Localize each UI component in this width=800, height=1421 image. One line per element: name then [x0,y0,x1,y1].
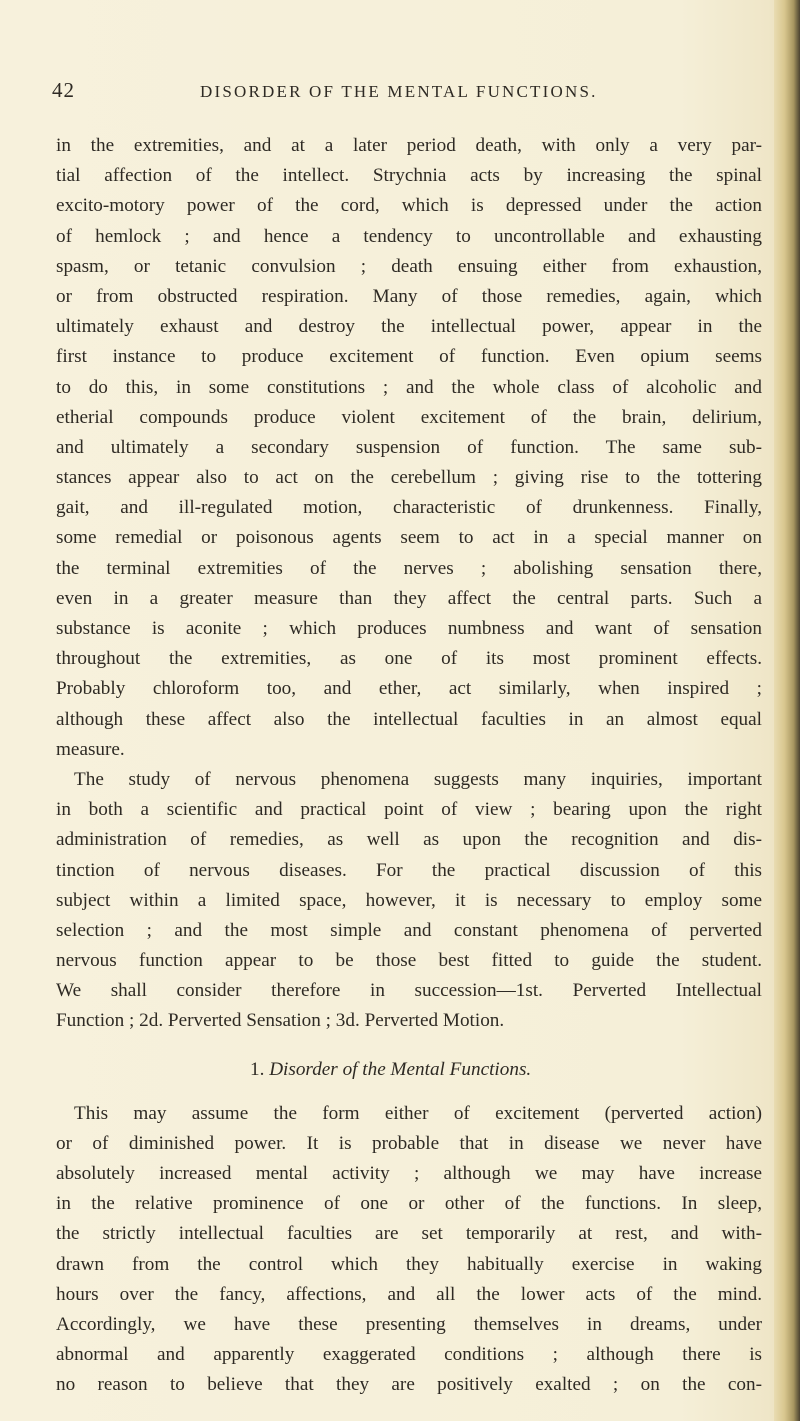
text-line: selection ; and the most simple and constant phenomena of perverted [56,919,762,941]
text-line: etherial compounds produce violent excitement of the brain, delirium, [56,406,762,428]
text-line: to do this, in some constitutions ; and the whole class of alcoholic and [56,376,762,398]
text-line: subject within a limited space, however, it is necessary to employ some [56,889,762,911]
text-line: and ultimately a secondary suspension of function. The same sub- [56,436,762,458]
text-line: spasm, or tetanic convulsion ; death ensuing either from exhaustion, [56,255,762,277]
text-line: no reason to believe that they are positively exalted ; on the con- [56,1374,762,1396]
text-line: tial affection of the intellect. Strychnia acts by increasing the spinal [56,165,762,187]
text-line: or of diminished power. It is probable that in disease we never have [56,1132,762,1154]
text-line: administration of remedies, as well as upon the recognition and dis- [56,829,762,851]
text-line: gait, and ill-regulated motion, characteristic of drunkenness. Finally, [56,497,762,519]
text-line: first instance to produce excitement of function. Even opium seems [56,346,762,368]
text-line: even in a greater measure than they affect the central parts. Such a [56,587,762,609]
text-line: of hemlock ; and hence a tendency to uncontrollable and exhausting [56,225,762,247]
text-line: measure. [56,738,125,760]
text-line: abnormal and apparently exaggerated conditions ; although there is [56,1344,762,1366]
text-line: This may assume the form either of excitement (perverted action) [74,1102,762,1124]
text-line: Accordingly, we have these presenting themselves in dreams, under [56,1313,762,1335]
text-line: some remedial or poisonous agents seem to act in a special manner on [56,527,762,549]
text-line: hours over the fancy, affections, and all the lower acts of the mind. [56,1283,762,1305]
text-line: the strictly intellectual faculties are set temporarily at rest, and with- [56,1223,762,1245]
running-head: DISORDER OF THE MENTAL FUNCTIONS. [200,82,598,101]
paragraph-3 [56,1099,762,1401]
text-line: ultimately exhaust and destroy the intellectual power, appear in the [56,316,762,338]
text-line: Function ; 2d. Perverted Sensation ; 3d. Perverted Motion. [56,1010,505,1032]
text-line: throughout the extremities, as one of its most prominent effects. [56,648,762,670]
text-line: in the relative prominence of one or other of the functions. In sleep, [56,1193,762,1215]
text-line: although these affect also the intellectual faculties in an almost equal [56,708,762,730]
body-text [56,131,762,1401]
text-line: or from obstructed respiration. Many of those remedies, again, which [56,285,762,307]
text-line: nervous function appear to be those best fitted to guide the student. [56,950,762,972]
text-line: drawn from the control which they habitually exercise in waking [56,1253,762,1275]
page-header [52,78,772,108]
section-title: Disorder of the Mental Functions. [269,1058,532,1080]
text-line: excito-motory power of the cord, which is depressed under the action [56,195,762,217]
text-line: stances appear also to act on the cerebellum ; giving rise to the tottering [56,467,762,489]
text-line: the terminal extremities of the nerves ; abolishing sensation there, [56,557,762,579]
text-line: tinction of nervous diseases. For the practical discussion of this [56,859,762,881]
text-line: The study of nervous phenomena suggests many inquiries, important [74,768,762,790]
text-line: in both a scientific and practical point of view ; bearing upon the right [56,799,762,821]
text-line: in the extremities, and at a later period death, with only a very par- [56,135,762,156]
paragraph-2 [56,765,762,1037]
page-number: 42 [52,78,75,102]
text-line: substance is aconite ; which produces numbness and want of sensation [56,618,762,639]
section-number: 1. [250,1058,265,1080]
page-edge [774,0,800,1421]
text-line: absolutely increased mental activity ; although we may have increase [56,1163,762,1184]
text-line: Probably chloroform too, and ether, act similarly, when inspired ; [56,678,762,700]
text-line: We shall consider therefore in succession—1st. Perverted Intellectual [56,980,762,1002]
paragraph-1 [56,131,762,765]
section-heading [56,1055,762,1085]
